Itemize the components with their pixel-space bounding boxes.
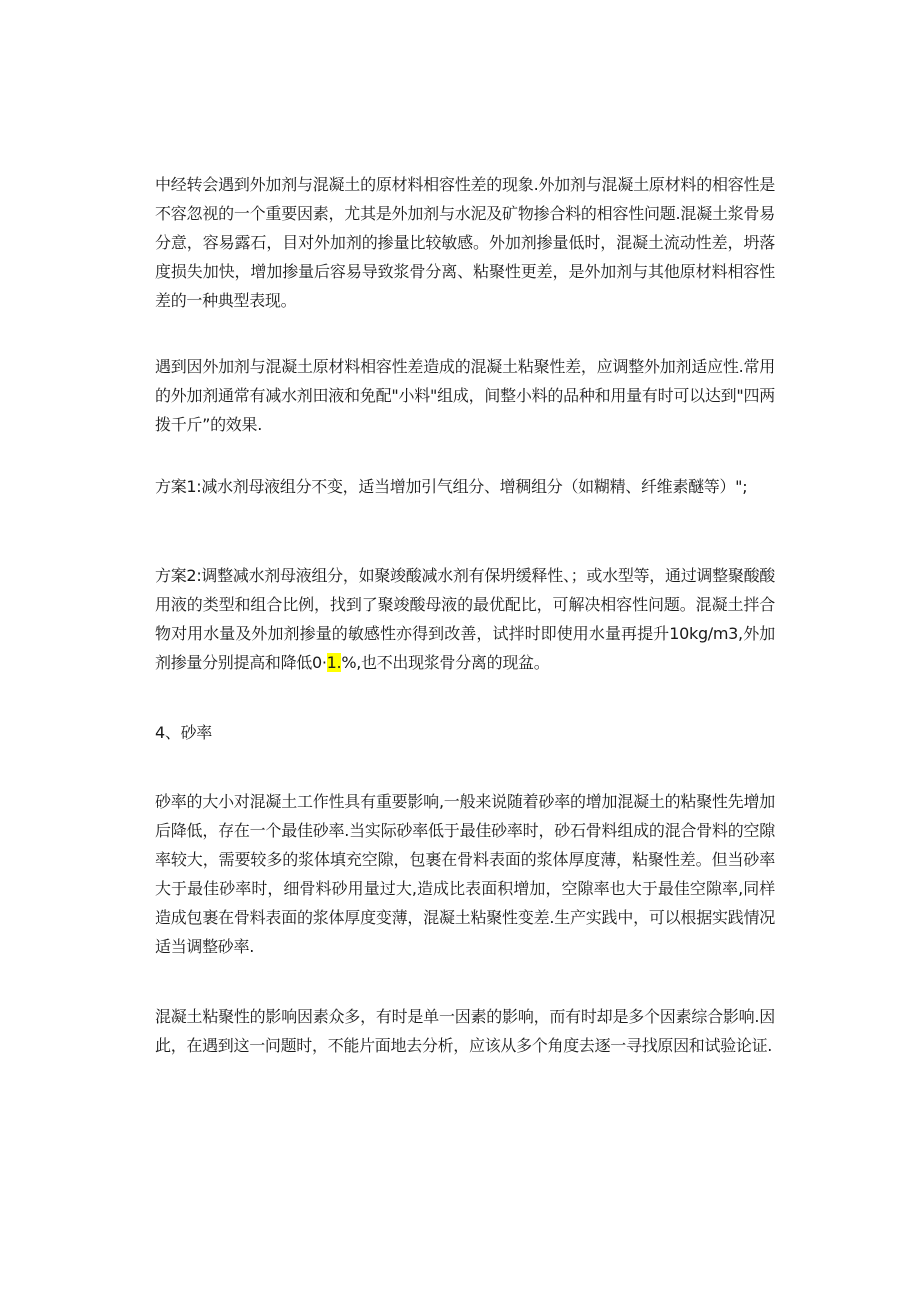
section-heading-sand-ratio: 4、砂率 (155, 723, 212, 742)
paragraph-scheme-2 (155, 561, 775, 677)
paragraph-admixture-compatibility: 中经转会遇到外加剂与混凝土的原材料相容性差的现象.外加剂与混凝土原材料的相容性是不容忽视的一个重要因素，尤其是外加剂与水泥及矿物掺合料的相容性问题.混凝土浆骨易分意，容易露石，目对外加剂的掺量比较敏感。外加剂掺量低时，混凝土流动性差，坍落度损失加快，增加掺量后容易导致浆骨分离、粘聚性更差，是外加剂与其他原材料相容性差的一种典型表现。 (155, 175, 775, 310)
paragraph-conclusion: 混凝土粘聚性的影响因素众多，有时是单一因素的影响，而有时却是多个因素综合影响.因此，在遇到这一问题时，不能片面地去分析，应该从多个角度去逐一寻找原因和试验论证. (155, 1007, 775, 1055)
scheme-2-text: 方案2:调整减水剂母液组分，如聚竣酸减水剂有保坍缓释性、；或水型等，通过调整聚酸酸用液的类型和组合比例，找到了聚竣酸母液的最优配比，可解决相容性问题。混凝土拌合物对用水量及外加剂掺量的敏感性亦得到改善，试拌时即使用水量再提升10kg∕m3,外加剂掺量分别提高和降低0· (155, 566, 775, 672)
paragraph-sand-ratio: 砂率的大小对混凝土工作性具有重要影响,一般来说随着砂率的增加混凝土的粘聚性先增加后降低，存在一个最佳砂率.当实际砂率低于最佳砂率时，砂石骨料组成的混合骨料的空隙率较大，需要较多的浆体填充空隙，包裹在骨料表面的浆体厚度薄，粘聚性差。但当砂率大于最佳砂率时，细骨料砂用量过大,造成比表面积增加，空隙率也大于最佳空隙率,同样造成包裹在骨料表面的浆体厚度变薄，混凝土粘聚性变差.生产实践中，可以根据实践情况适当调整砂率. (155, 792, 775, 956)
scheme-2-text-end: %,也不出现浆骨分离的现盆。 (341, 653, 550, 672)
highlighted-text: 1. (326, 653, 342, 672)
paragraph-scheme-1: 方案1:减水剂母液组分不变，适当增加引气组分、增稠组分（如糊精、纤维素醚等）"; (155, 477, 748, 496)
paragraph-adjust-admixture: 遇到因外加剂与混凝土原材料相容性差造成的混凝土粘聚性差，应调整外加剂适应性.常用的外加剂通常有减水剂田液和免配"小料"组成，间整小料的品种和用量有时可以达到"四两拨千斤”的效果. (155, 357, 775, 434)
